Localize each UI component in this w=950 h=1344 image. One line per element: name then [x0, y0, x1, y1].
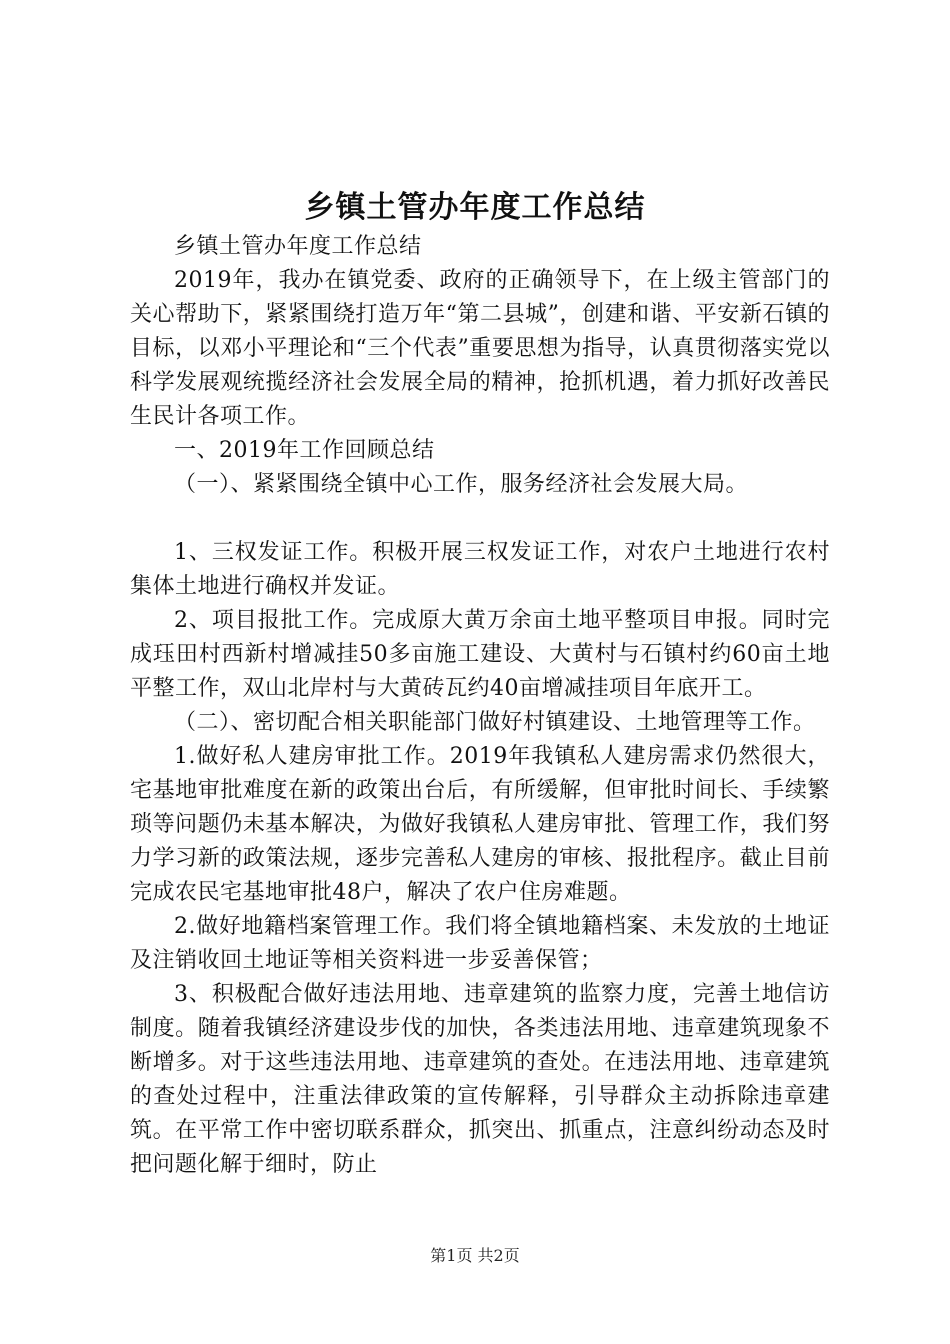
subsection-heading-one: （一）、紧紧围绕全镇中心工作，服务经济社会发展大局。: [174, 472, 749, 497]
paragraph-heading-repeat: 乡镇土管办年度工作总结: [174, 234, 422, 259]
subsection-heading-two: （二）、密切配合相关职能部门做好村镇建设、土地管理等工作。: [174, 710, 816, 735]
page-number-footer: 第1页 共2页: [430, 1246, 520, 1265]
section-heading-review: 一、2019年工作回顾总结: [174, 438, 435, 463]
document-body: [130, 230, 830, 1182]
paragraph-item-three-rights: 1、三权发证工作。积极开展三权发证工作，对农户土地进行农村集体土地进行确权并发证。: [130, 540, 830, 599]
paragraph-item-cadastral-archives: 2.做好地籍档案管理工作。我们将全镇地籍档案、未发放的土地证及注销收回土地证等相关资料进一步妥善保管；: [130, 914, 830, 973]
paragraph-item-private-housing: 1.做好私人建房审批工作。2019年我镇私人建房需求仍然很大，宅基地审批难度在新的政策出台后，有所缓解，但审批时间长、手续繁琐等问题仍未基本解决，为做好我镇私人建房审批、管理工作，我们努力学习新的政策法规，逐步完善私人建房的审核、报批程序。截止目前完成农民宅基地审批48户，解决了农户住房难题。: [130, 744, 830, 905]
document-title: 乡镇土管办年度工作总结: [304, 190, 646, 225]
paragraph-intro: 2019年，我办在镇党委、政府的正确领导下，在上级主管部门的关心帮助下，紧紧围绕打造万年“第二县城”，创建和谐、平安新石镇的目标，以邓小平理论和“三个代表”重要思想为指导，认真贯彻落实党以科学发展观统揽经济社会发展全局的精神，抢抓机遇，着力抓好改善民生民计各项工作。: [130, 268, 830, 429]
paragraph-item-project-approval: 2、项目报批工作。完成原大黄万余亩土地平整项目申报。同时完成珏田村西新村增减挂50多亩施工建设、大黄村与石镇村约60亩土地平整工作，双山北岸村与大黄砖瓦约40亩增减挂项目年底开工。: [130, 608, 830, 701]
paragraph-item-illegal-land-use: 3、积极配合做好违法用地、违章建筑的监察力度，完善土地信访制度。随着我镇经济建设步伐的加快，各类违法用地、违章建筑现象不断增多。对于这些违法用地、违章建筑的查处。在违法用地、违章建筑的查处过程中，注重法律政策的宣传解释，引导群众主动拆除违章建筑。在平常工作中密切联系群众，抓突出、抓重点，注意纠纷动态及时把问题化解于细时，防止: [130, 982, 830, 1177]
